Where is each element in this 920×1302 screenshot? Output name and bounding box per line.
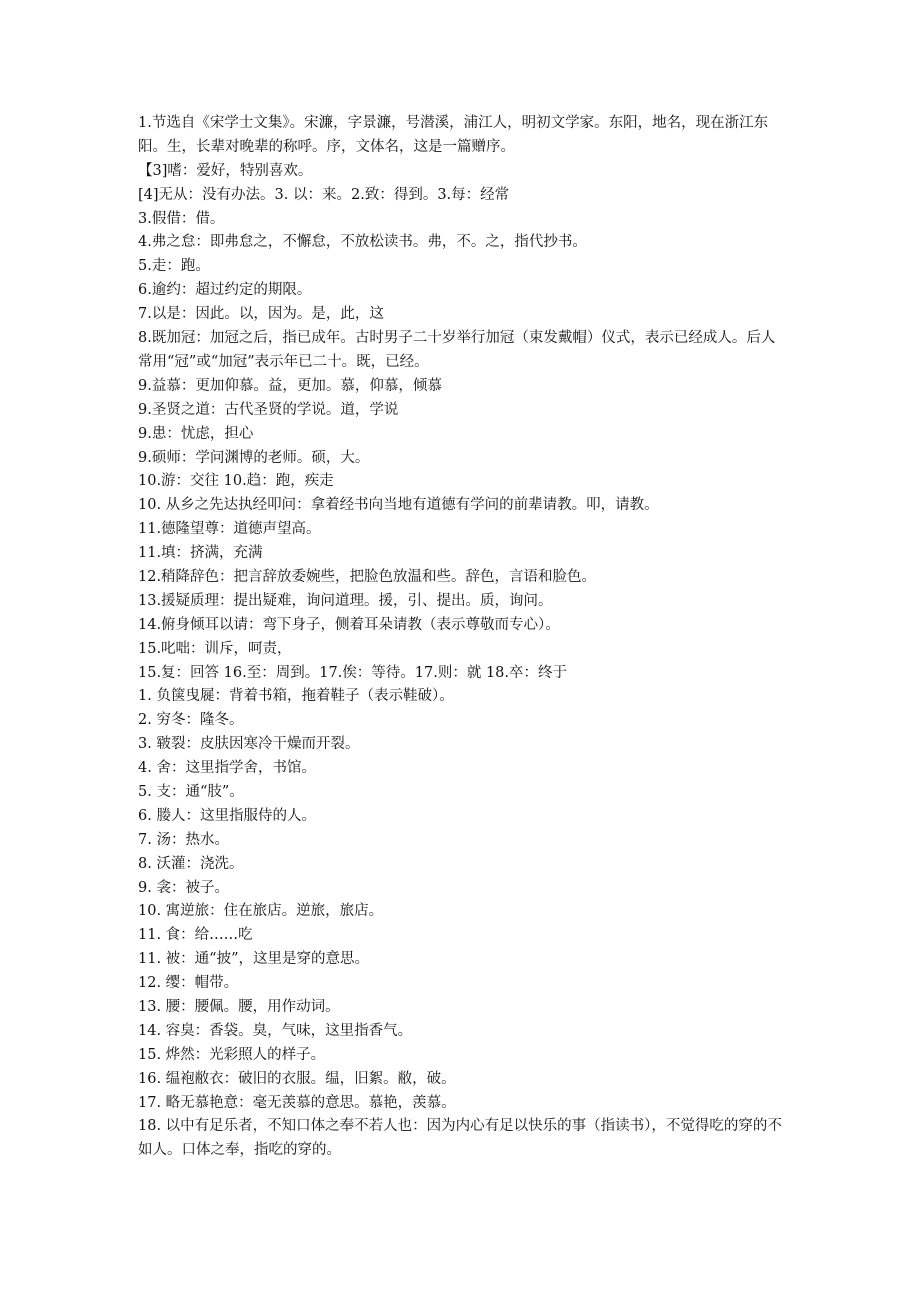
note-line: 5.走：跑。 <box>138 258 210 275</box>
note-line: 8. 沃灌：浇洗。 <box>138 855 244 872</box>
note-line: 11.填：挤满，充满 <box>138 545 263 562</box>
note-line: 14.俯身倾耳以请：弯下身子，侧着耳朵请教（表示尊敬而专心）。 <box>138 616 560 633</box>
note-line: 11.德隆望尊：道德声望高。 <box>138 521 321 538</box>
note-line: 13.援疑质理：提出疑难，询问道理。援，引、提出。质，询问。 <box>138 592 553 609</box>
note-line: 5. 支：通“肢”。 <box>138 784 244 800</box>
note-line: 3.假借：借。 <box>138 210 225 227</box>
note-line: 10.游：交往 10.趋：跑，疾走 <box>138 473 334 490</box>
note-line: 3. 皲裂：皮肤因寒冷干燥而开裂。 <box>138 736 360 753</box>
note-line: [4]无从：没有办法。3. 以：来。2.致：得到。3.每：经常 <box>138 186 510 203</box>
note-line: 14. 容臭：香袋。臭，气味，这里指香气。 <box>138 1022 413 1039</box>
document-page <box>138 112 788 1163</box>
note-line: 10. 从乡之先达执经叩问：拿着经书向当地有道德有学问的前辈请教。叩，请教。 <box>138 497 659 514</box>
note-line: 4. 舍：这里指学舍，书馆。 <box>138 760 316 777</box>
note-line: 1. 负箧曳屣：背着书箱，拖着鞋子（表示鞋破）。 <box>138 688 454 705</box>
note-line: 【3]嗜：爱好，特别喜欢。 <box>138 162 313 179</box>
note-line: 13. 腰：腰佩。腰，用作动词。 <box>138 999 340 1016</box>
note-line: 1.节选自《宋学士文集》。宋濂，字景濂，号潜溪，浦江人，明初文学家。东阳，地名，现在浙江东阳。生，长辈对晚辈的称呼。序，文体名，这是一篇赠序。 <box>138 115 769 155</box>
note-line: 12.稍降辞色：把言辞放委婉些，把脸色放温和些。辞色，言语和脸色。 <box>138 568 597 585</box>
note-line: 9.圣贤之道：古代圣贤的学说。道，学说 <box>138 401 399 418</box>
note-line: 11. 被：通“披”，这里是穿的意思。 <box>138 951 369 968</box>
note-line: 10. 寓逆旅：住在旅店。逆旅，旅店。 <box>138 903 384 920</box>
note-line: 11. 食：给……吃 <box>138 927 253 944</box>
note-line: 6. 媵人：这里指服侍的人。 <box>138 807 316 824</box>
note-line: 4.弗之怠：即弗怠之，不懈怠，不放松读书。弗，不。之，指代抄书。 <box>138 234 587 251</box>
note-line: 9. 衾：被子。 <box>138 879 229 896</box>
note-line: 8.既加冠：加冠之后，指已成年。古时男子二十岁举行加冠（束发戴帽）仪式，表示已经成人。后人常用“冠”或“加冠”表示年已二十。既，已经。 <box>138 330 776 370</box>
note-line: 9.益慕：更加仰慕。益，更加。慕，仰慕，倾慕 <box>138 377 442 394</box>
note-line: 6.逾约：超过约定的期限。 <box>138 282 312 299</box>
note-line: 15.复：回答 16.至：周到。17.俟：等待。17.则：就 18.卒：终于 <box>138 664 568 681</box>
note-line: 9.患：忧虑，担心 <box>138 425 254 442</box>
note-line: 12. 缨：帽带。 <box>138 975 239 992</box>
note-line: 18. 以中有足乐者，不知口体之奉不若人也：因为内心有足以快乐的事（指读书），不觉得吃的穿的不如人。口体之奉，指吃的穿的。 <box>138 1118 782 1159</box>
note-line: 15. 烨然：光彩照人的样子。 <box>138 1046 326 1063</box>
note-line: 17. 略无慕艳意：毫无羡慕的意思。慕艳，羡慕。 <box>138 1094 456 1111</box>
note-line: 9.硕师：学问渊博的老师。硕，大。 <box>138 449 370 466</box>
note-line: 16. 缊袍敝衣：破旧的衣服。缊，旧絮。敝，破。 <box>138 1070 456 1087</box>
note-line: 7.以是：因此。以，因为。是，此，这 <box>138 306 384 323</box>
note-line: 15.叱咄：训斥，呵责， <box>138 640 292 657</box>
note-line: 2. 穷冬：隆冬。 <box>138 712 244 729</box>
note-line: 7. 汤：热水。 <box>138 831 229 848</box>
